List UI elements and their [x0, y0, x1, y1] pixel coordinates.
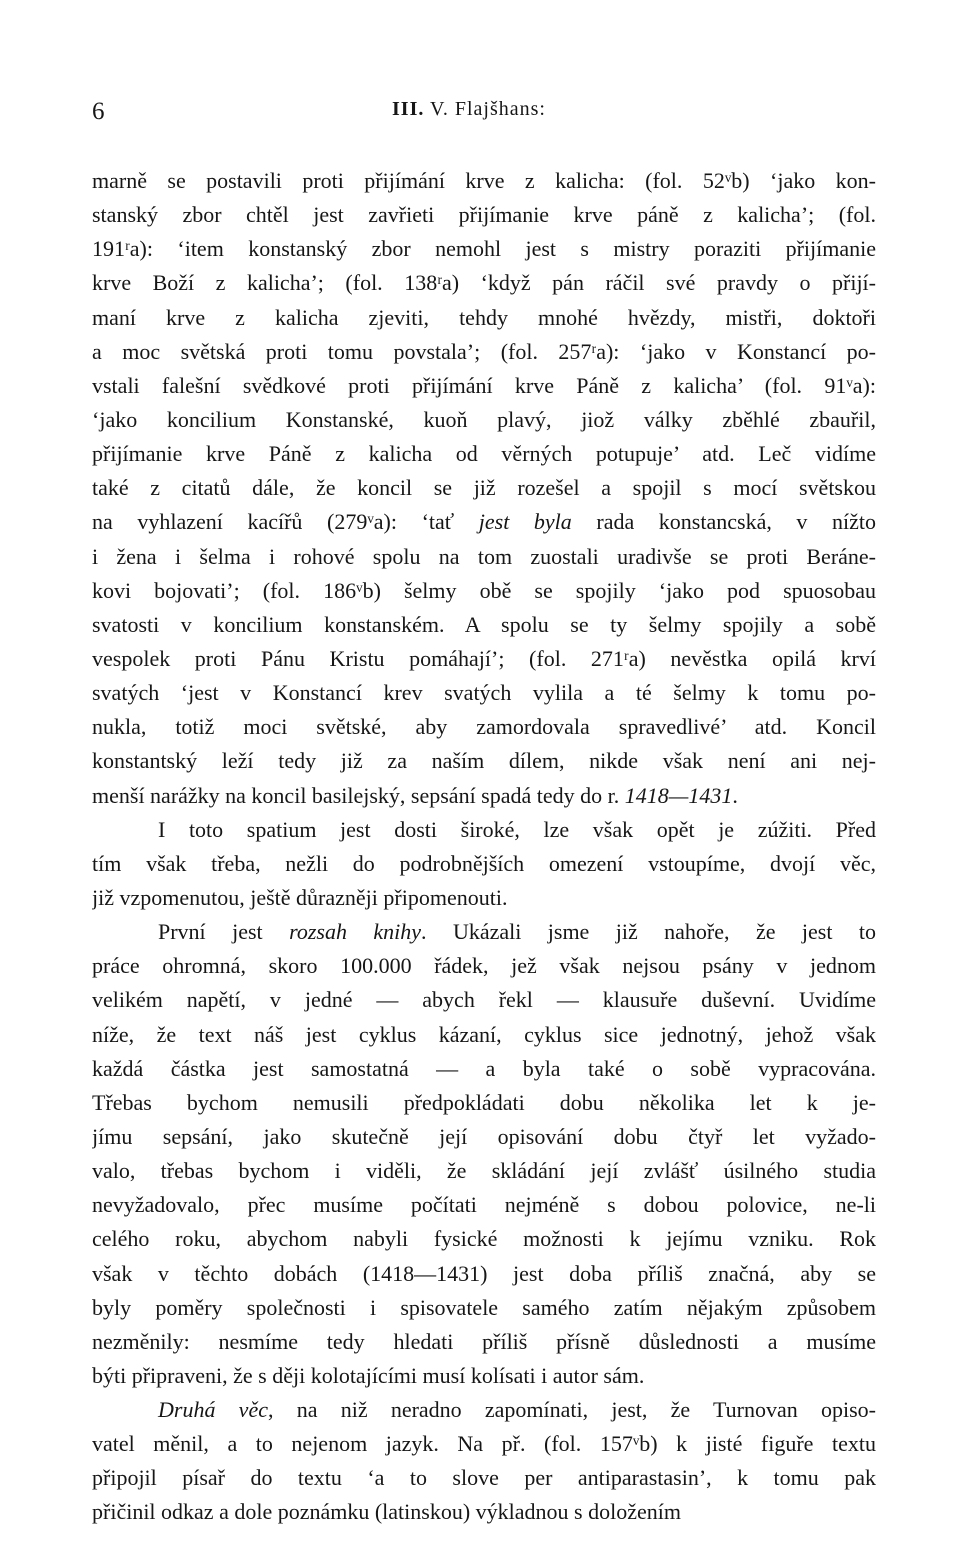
text-line — [92, 1188, 876, 1222]
text-line — [92, 1257, 876, 1291]
text-run: , na niž neradno zapomínati, jest, že Turnovan opiso- — [267, 1397, 876, 1423]
text-line — [92, 232, 876, 266]
text-line — [92, 335, 876, 369]
text-run: Třebas bychom nemusili předpokládati dobu několika let k je- — [92, 1089, 876, 1115]
text-line — [92, 505, 876, 539]
text-run: již vzpomenutou, ještě důrazněji připomenouti. — [92, 884, 508, 910]
text-line — [92, 676, 876, 710]
text-line — [92, 1018, 876, 1052]
running-head-roman: III. — [392, 98, 425, 120]
text-line — [92, 744, 876, 778]
running-head-author: V. Flajšhans: — [430, 98, 546, 120]
text-line — [92, 403, 876, 437]
text-line — [92, 1359, 876, 1393]
text-line — [92, 1393, 876, 1427]
text-line — [92, 437, 876, 471]
text-line — [92, 1325, 876, 1359]
text-line — [92, 540, 876, 574]
text-run: přičinil odkaz a dole poznámku (latinskou) výkladnou s doložením — [92, 1499, 681, 1525]
text-line — [92, 710, 876, 744]
text-run: 191ʳa): ‘item konstanský zbor nemohl jest s mistry poraziti přijímanie — [92, 236, 876, 262]
text-line — [92, 1222, 876, 1256]
text-run: přijímanie krve Páně z kalicha od věrných potupuje’ atd. Leč vidíme — [92, 441, 876, 467]
text-line — [92, 1120, 876, 1154]
text-run: valo, třebas bychom i viděli, že skládání její zvlášť úsilného studia — [92, 1158, 876, 1184]
text-run: stanský zbor chtěl jest zavřieti přijímanie krve páně z kalicha’; (fol. — [92, 202, 876, 228]
text-run: však v těchto dobách (1418—1431) jest doba příliš značná, aby se — [92, 1260, 876, 1286]
text-run: svatosti v koncilium konstanském. A spolu se ty šelmy spojily a sobě — [92, 611, 876, 637]
text-line — [92, 642, 876, 676]
text-line — [92, 881, 876, 915]
text-run: celého roku, abychom nabyli fysické možnosti k jejímu vzniku. Rok — [92, 1226, 876, 1252]
text-run: každá částka jest samostatná — a byla také o sobě vypracována. — [92, 1055, 876, 1081]
text-run: kovi bojovati’; (fol. 186ᵛb) šelmy obě se spojily ‘jako pod spuosobau — [92, 577, 876, 603]
text-line — [92, 164, 876, 198]
text-line — [92, 608, 876, 642]
text-run: velikém napětí, v jedné — abych řekl — klausuře duševní. Uvidíme — [92, 987, 876, 1013]
text-run: práce ohromná, skoro 100.000 řádek, jež však nejsou psány v jednom — [92, 953, 876, 979]
text-line — [92, 1154, 876, 1188]
text-line — [92, 915, 876, 949]
text-run: menší narážky na koncil basilejský, sepsání spadá tedy do r. — [92, 782, 625, 808]
text-run: nezměnily: nesmíme tedy hledati příliš přísně důslednosti a musíme — [92, 1328, 876, 1354]
text-run: ‘jako koncilium Konstanské, kuoň plavý, jiož války zběhlé zbauřil, — [92, 406, 876, 432]
text-line — [92, 471, 876, 505]
text-line — [92, 301, 876, 335]
running-head — [392, 98, 546, 121]
text-run: vstali falešní svědkové proti přijímání krve Páně z kalicha’ (fol. 91ᵛa): — [92, 372, 876, 398]
text-run: maní krve z kalicha zjeviti, tehdy mnohé hvězdy, mistři, doktoři — [92, 304, 876, 330]
text-run: vespolek proti Pánu Kristu pomáhají’; (fol. 271ʳa) nevěstka opilá krví — [92, 645, 876, 671]
text-run: tím však třeba, nežli do podrobnějších omezení vstoupíme, dvojí věc, — [92, 850, 876, 876]
text-run: rada konstancská, v nížto — [571, 509, 876, 535]
text-run: byly poměry společnosti i spisovatele samého zatím nějakým způsobem — [92, 1294, 876, 1320]
text-line — [92, 847, 876, 881]
italic-text: jest byla — [478, 509, 572, 535]
text-line — [92, 1427, 876, 1461]
text-line — [92, 1495, 876, 1529]
page-header — [92, 98, 868, 128]
text-run: . Ukázali jsme již nahoře, že jest to — [421, 919, 876, 945]
text-run: I toto spatium jest dosti široké, lze však opět je zúžiti. Před — [158, 816, 876, 842]
text-run: a moc světská proti tomu povstala’; (fol. 257ʳa): ‘jako v Konstancí po- — [92, 338, 876, 364]
italic-text: rozsah knihy — [289, 919, 422, 945]
text-run: na vyhlazení kacířů (279ᵛa): ‘tať — [92, 509, 479, 535]
text-run: býti připraveni, že s ději kolotajícími musí kolísati i autor sám. — [92, 1362, 645, 1388]
text-run: svatých ‘jest v Konstancí krev svatých vylila a té šelmy k tomu po- — [92, 680, 876, 706]
text-line — [92, 198, 876, 232]
text-run: První jest — [158, 919, 290, 945]
text-run: nevyžadovalo, přec musíme počítati nejméně s dobou polovice, ne-li — [92, 1192, 876, 1218]
text-run: konstantský leží tedy již za naším dílem, nikde však není ani nej- — [92, 748, 876, 774]
italic-text: Druhá věc — [158, 1397, 268, 1423]
text-line — [92, 983, 876, 1017]
text-run: marně se postavili proti přijímání krve z kalicha: (fol. 52ᵛb) ‘jako kon- — [92, 168, 876, 193]
text-run: . — [732, 782, 738, 808]
body-text — [92, 164, 876, 1530]
text-run: vatel měnil, a to nejenom jazyk. Na př. (fol. 157ᵛb) k jisté figuře textu — [92, 1431, 876, 1457]
text-run: níže, že text náš jest cyklus kázaní, cyklus sice jednotný, jehož však — [92, 1021, 876, 1047]
text-line — [92, 1291, 876, 1325]
text-line — [92, 574, 876, 608]
text-line — [92, 813, 876, 847]
text-run: i žena i šelma i rohové spolu na tom zuostali uradivše se proti Beráne- — [92, 543, 876, 569]
text-run: nukla, totiž moci světské, aby zamordovala spravedlivé’ atd. Koncil — [92, 714, 876, 740]
italic-text: 1418—1431 — [624, 782, 733, 808]
text-line — [92, 1086, 876, 1120]
text-run: krve Boží z kalicha’; (fol. 138ʳa) ‘když pán ráčil své pravdy o přijí- — [92, 270, 876, 296]
text-line — [92, 1461, 876, 1495]
text-line — [92, 369, 876, 403]
text-line — [92, 266, 876, 300]
text-line — [92, 1052, 876, 1086]
page-number: 6 — [92, 98, 105, 125]
text-run: také z citatů dále, že koncil se již rozešel a spojil s mocí světskou — [92, 475, 876, 501]
text-run: připojil písař do textu ‘a to slove per antiparastasin’, k tomu pak — [92, 1465, 876, 1491]
text-run: jímu sepsání, jako skutečně její opisování dobu čtyř let vyžado- — [92, 1123, 876, 1149]
text-line — [92, 779, 876, 813]
text-line — [92, 949, 876, 983]
